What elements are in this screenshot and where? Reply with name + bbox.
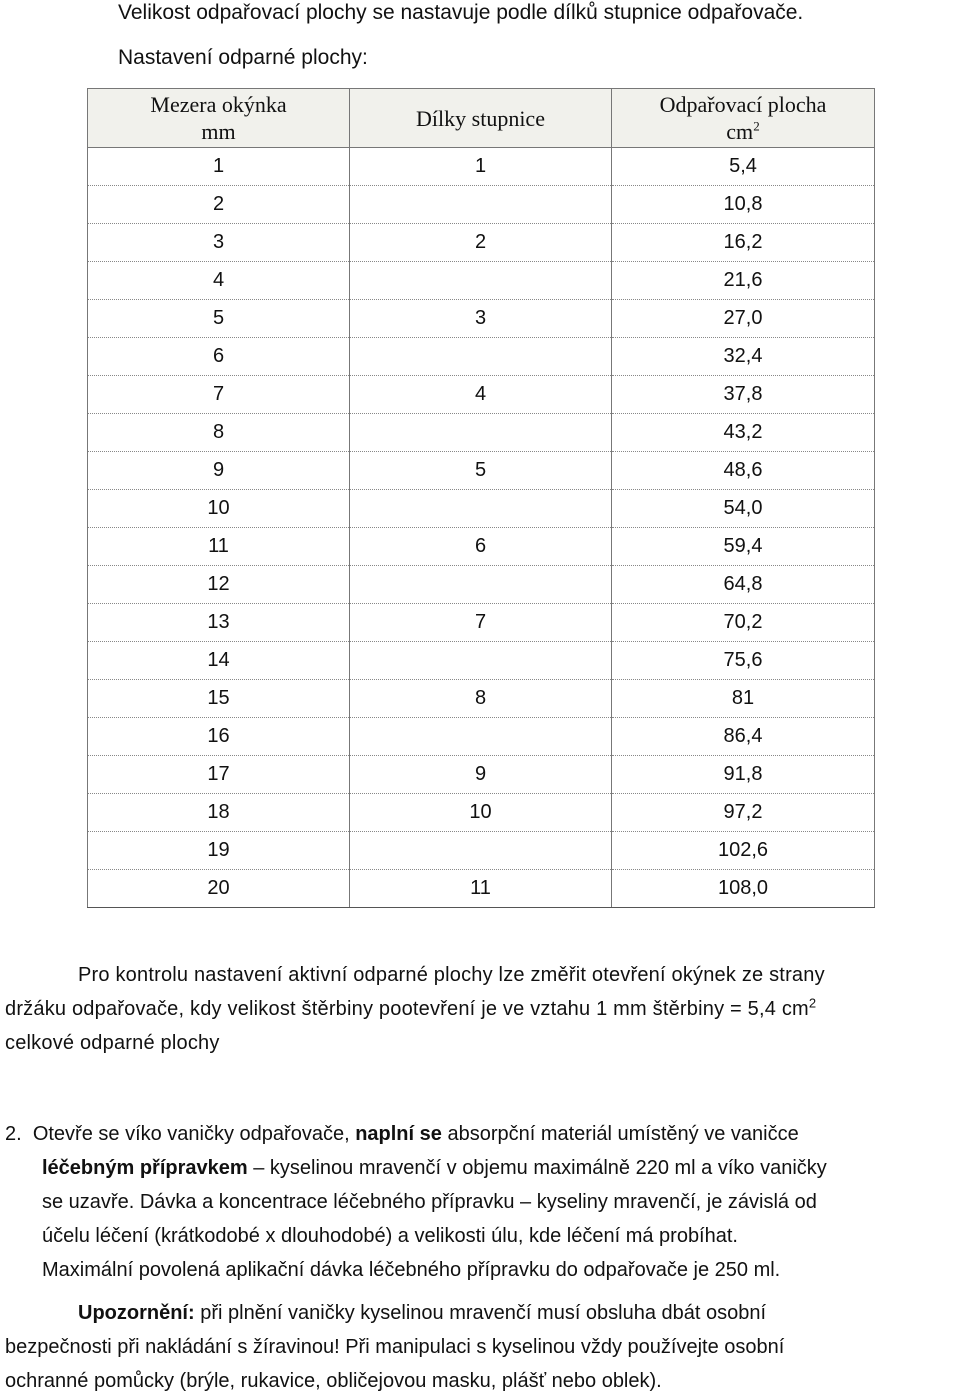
cell-scale-mark: 8 — [350, 680, 612, 718]
table-row — [88, 680, 875, 718]
cell-area: 108,0 — [612, 870, 875, 908]
cell-gap-mm: 7 — [88, 376, 350, 414]
paragraph-warning — [5, 1296, 955, 1398]
cell-scale-mark — [350, 262, 612, 300]
cell-scale-mark: 1 — [350, 148, 612, 186]
table-row — [88, 224, 875, 262]
table-row — [88, 376, 875, 414]
para3-text1: při plnění vaničky kyselinou mravenčí musí obsluha dbát osobní — [194, 1302, 767, 1324]
cell-scale-mark — [350, 718, 612, 756]
cell-gap-mm: 20 — [88, 870, 350, 908]
cell-area: 21,6 — [612, 262, 875, 300]
table-row — [88, 490, 875, 528]
cell-gap-mm: 2 — [88, 186, 350, 224]
cell-area: 32,4 — [612, 338, 875, 376]
header-area-unit-sup: 2 — [753, 118, 760, 134]
para2-text3: – kyselinou mravenčí v objemu maximálně 220 ml a víko vaničky — [247, 1157, 827, 1179]
table-row — [88, 414, 875, 452]
para1-line3: celkové odparné plochy — [5, 1032, 220, 1054]
para1-line2 — [5, 992, 955, 1026]
intro-line-1: Velikost odpařovací plochy se nastavuje podle dílků stupnice odpařovače. — [118, 1, 804, 24]
cell-area: 97,2 — [612, 794, 875, 832]
para2-line3: se uzavře. Dávka a koncentrace léčebného přípravku – kyseliny mravenčí, je závislá od — [42, 1191, 817, 1213]
table-row — [88, 186, 875, 224]
cell-scale-mark: 7 — [350, 604, 612, 642]
cell-gap-mm: 19 — [88, 832, 350, 870]
table-row — [88, 338, 875, 376]
table-row — [88, 528, 875, 566]
cell-scale-mark: 4 — [350, 376, 612, 414]
header-area-label: Odpařovací plocha — [659, 92, 827, 117]
cell-gap-mm: 5 — [88, 300, 350, 338]
cell-area: 64,8 — [612, 566, 875, 604]
header-gap-unit: mm — [201, 119, 236, 144]
cell-area: 102,6 — [612, 832, 875, 870]
table-row — [88, 262, 875, 300]
cell-area: 54,0 — [612, 490, 875, 528]
para1-line2-sup: 2 — [808, 995, 817, 1011]
cell-scale-mark — [350, 566, 612, 604]
table-body — [88, 148, 875, 908]
cell-gap-mm: 1 — [88, 148, 350, 186]
intro-line-2: Nastavení odparné plochy: — [118, 46, 368, 69]
cell-area: 16,2 — [612, 224, 875, 262]
cell-scale-mark — [350, 414, 612, 452]
cell-area: 10,8 — [612, 186, 875, 224]
table-row — [88, 452, 875, 490]
evaporation-table — [87, 88, 875, 908]
cell-area: 81 — [612, 680, 875, 718]
cell-gap-mm: 11 — [88, 528, 350, 566]
para3-line3: ochranné pomůcky (brýle, rukavice, obličejovou masku, plášť nebo oblek). — [5, 1370, 662, 1392]
header-gap-label: Mezera okýnka — [150, 92, 287, 117]
cell-area: 91,8 — [612, 756, 875, 794]
cell-scale-mark: 3 — [350, 300, 612, 338]
cell-area: 59,4 — [612, 528, 875, 566]
cell-gap-mm: 10 — [88, 490, 350, 528]
header-area-cm2 — [612, 89, 875, 148]
cell-scale-mark: 9 — [350, 756, 612, 794]
cell-gap-mm: 3 — [88, 224, 350, 262]
table-row — [88, 300, 875, 338]
cell-scale-mark: 6 — [350, 528, 612, 566]
cell-gap-mm: 13 — [88, 604, 350, 642]
table-row — [88, 604, 875, 642]
header-scale-label: Dílky stupnice — [416, 105, 545, 131]
cell-gap-mm: 14 — [88, 642, 350, 680]
cell-gap-mm: 4 — [88, 262, 350, 300]
cell-area: 70,2 — [612, 604, 875, 642]
table-header-row — [88, 89, 875, 148]
para2-line5: Maximální povolená aplikační dávka léčebného přípravku do odpařovače je 250 ml. — [42, 1259, 781, 1281]
cell-area: 43,2 — [612, 414, 875, 452]
para1-line1: Pro kontrolu nastavení aktivní odparné plochy lze změřit otevření okýnek ze strany — [78, 964, 825, 986]
cell-area: 27,0 — [612, 300, 875, 338]
para2-text1: Otevře se víko vaničky odpařovače, — [32, 1123, 356, 1145]
paragraph-step-2 — [5, 1117, 955, 1287]
cell-area: 86,4 — [612, 718, 875, 756]
cell-scale-mark: 2 — [350, 224, 612, 262]
para2-line1 — [5, 1117, 955, 1151]
para2-line4: účelu léčení (krátkodobé x dlouhodobé) a velikosti úlu, kde léčení má probíhat. — [42, 1225, 738, 1247]
cell-scale-mark — [350, 338, 612, 376]
cell-area: 5,4 — [612, 148, 875, 186]
cell-gap-mm: 9 — [88, 452, 350, 490]
para2-line2 — [5, 1151, 955, 1185]
header-area-unit: cm — [726, 119, 754, 144]
step-number: 2. — [5, 1123, 22, 1145]
cell-scale-mark — [350, 186, 612, 224]
para2-bold1: naplní se — [355, 1123, 442, 1145]
table-row — [88, 566, 875, 604]
para3-line2: bezpečnosti při nakládání s žíravinou! Při manipulaci s kyselinou vždy používejte osobní — [5, 1336, 785, 1358]
header-gap-mm — [88, 89, 350, 148]
cell-scale-mark — [350, 490, 612, 528]
para3-line1 — [5, 1296, 955, 1330]
table-row — [88, 642, 875, 680]
table-row — [88, 756, 875, 794]
cell-gap-mm: 16 — [88, 718, 350, 756]
cell-scale-mark: 11 — [350, 870, 612, 908]
cell-gap-mm: 15 — [88, 680, 350, 718]
cell-gap-mm: 6 — [88, 338, 350, 376]
header-scale-marks — [350, 89, 612, 148]
table-row — [88, 870, 875, 908]
cell-area: 37,8 — [612, 376, 875, 414]
table-row — [88, 718, 875, 756]
cell-gap-mm: 8 — [88, 414, 350, 452]
cell-area: 48,6 — [612, 452, 875, 490]
table-row — [88, 148, 875, 186]
para1-line2-text: držáku odpařovače, kdy velikost štěrbiny pootevření je ve vztahu 1 mm štěrbiny = 5,4 cm — [5, 998, 809, 1020]
cell-gap-mm: 17 — [88, 756, 350, 794]
cell-scale-mark: 5 — [350, 452, 612, 490]
para2-bold2: léčebným přípravkem — [42, 1157, 248, 1179]
cell-gap-mm: 18 — [88, 794, 350, 832]
cell-area: 75,6 — [612, 642, 875, 680]
table-row — [88, 794, 875, 832]
cell-gap-mm: 12 — [88, 566, 350, 604]
paragraph-control — [5, 958, 955, 1060]
cell-scale-mark — [350, 642, 612, 680]
warning-label: Upozornění: — [78, 1302, 195, 1324]
para2-text2: absorpční materiál umístěný ve vaničce — [441, 1123, 799, 1145]
table-row — [88, 832, 875, 870]
cell-scale-mark — [350, 832, 612, 870]
cell-scale-mark: 10 — [350, 794, 612, 832]
